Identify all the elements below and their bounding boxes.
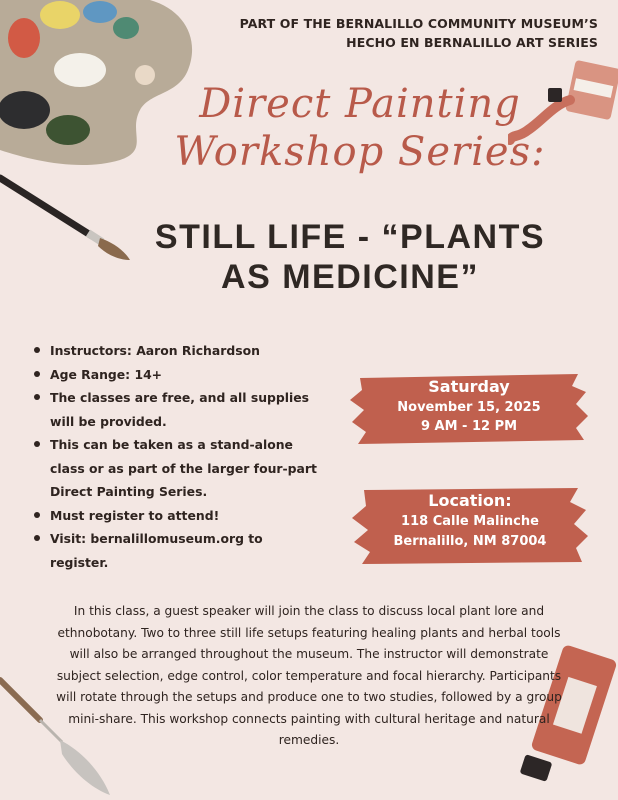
location-banner (352, 484, 588, 568)
main-title (100, 217, 600, 297)
list-item: Age Range: 14+ (30, 363, 320, 387)
location-label: Location: (428, 491, 512, 510)
schedule-date: November 15, 2025 (397, 400, 541, 415)
script-title-line-2: Workshop Series: (174, 129, 546, 175)
schedule-time: 9 AM - 12 PM (420, 419, 518, 434)
main-title-line-2: AS MEDICINE” (221, 258, 479, 296)
series-header-line-1: PART OF THE BERNALILLO COMMUNITY MUSEUM’S (239, 16, 598, 31)
location-city: Bernalillo, NM 87004 (393, 534, 547, 549)
series-header (178, 14, 598, 52)
script-title-line-1: Direct Painting (199, 81, 521, 127)
list-item: Visit: bernalillomuseum.org to register. (30, 527, 320, 574)
series-header-line-2: HECHO EN BERNALILLO ART SERIES (346, 35, 598, 50)
list-item: The classes are free, and all supplies will be provided. (30, 386, 320, 433)
script-title (150, 80, 570, 176)
main-title-line-1: STILL LIFE - “PLANTS (154, 218, 546, 256)
schedule-day: Saturday (428, 377, 510, 396)
list-item: Instructors: Aaron Richardson (30, 339, 320, 363)
date-banner (350, 370, 588, 448)
list-item: This can be taken as a stand-alone class or as part of the larger four-part Direct Painting Series. (30, 433, 320, 504)
location-street: 118 Calle Malinche (401, 514, 539, 529)
workshop-description: In this class, a guest speaker will join the class to discuss local plant lore and ethnobotany. Two to three still life setups featuring healing plants and herbal tools will also be arranged throughout the museum. The instructor will demonstrate subject selection, edge control, color temperature and focal hierarchy. Participants will rotate through the setups and produce one to two studies, followed by a group mini-share. This workshop connects painting with cultural heritage and natural remedies. (56, 604, 562, 747)
list-item: Must register to attend! (30, 504, 320, 528)
details-list (30, 339, 320, 574)
